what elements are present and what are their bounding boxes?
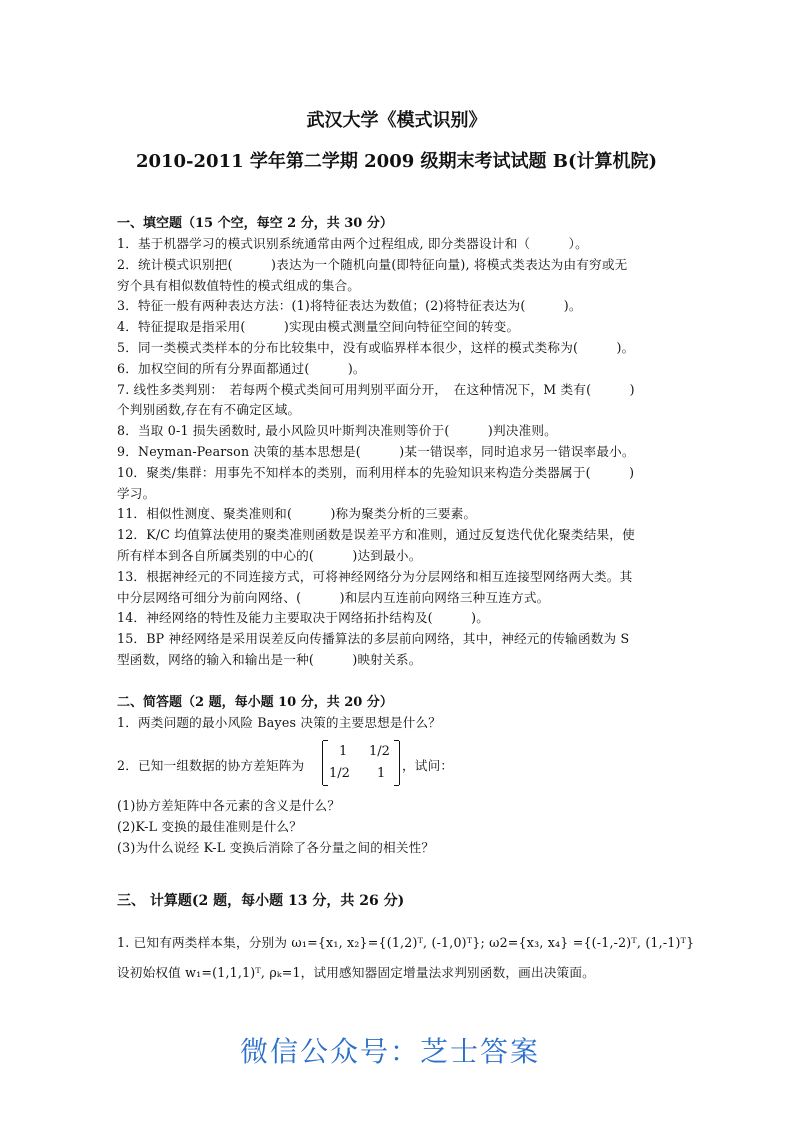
document-subtitle: 2010-2011 学年第二学期 2009 级期末考试试题 B(计算机院)	[135, 151, 658, 172]
fill-blank-line: 8．当取 0-1 损失函数时, 最小风险贝叶斯判决准则等价于( )判决准则。	[117, 423, 557, 439]
matrix-cell: 1/2	[369, 744, 390, 759]
fill-blank-line: 型函数，网络的输入和输出是一种( )映射关系。	[117, 652, 422, 667]
section2-q2-suffix: ，试问：	[402, 758, 454, 773]
fill-blank-line: 11．相似性测度、聚类准则和( )称为聚类分析的三要素。	[117, 506, 477, 522]
document-title: 武汉大学《模式识别》	[306, 110, 487, 131]
fill-blank-line: 13．根据神经元的不同连接方式，可将神经网络分为分层网络和相互连接型网络两大类。其	[117, 568, 633, 584]
fill-blank-line: 个判别函数,存在有不确定区域。	[117, 402, 301, 418]
section2-q2-prefix: 2．已知一组数据的协方差矩阵为	[117, 758, 305, 773]
fill-blank-line: 3．特征一般有两种表达方法：(1)将特征表达为数值；(2)将特征表达为( )。	[117, 298, 582, 314]
fill-blank-line: 6．加权空间的所有分界面都通过( )。	[117, 360, 366, 376]
covariance-matrix	[322, 741, 400, 785]
section2-sub: (2)K-L 变换的最佳准则是什么？	[117, 819, 303, 834]
fill-blank-line: 所有样本到各自所属类别的中心的( )达到最小。	[117, 548, 422, 563]
section2-q1: 1．两类问题的最小风险 Bayes 决策的主要思想是什么？	[117, 715, 442, 730]
fill-blank-line: 1．基于机器学习的模式识别系统通常由两个过程组成, 即分类器设计和（ ）。	[117, 236, 588, 251]
section1-heading: 一、填空题（15 个空，每空 2 分，共 30 分）	[117, 216, 393, 231]
fill-blank-line: 4．特征提取是指采用( )实现由模式测量空间向特征空间的转变。	[117, 319, 520, 335]
watermark: 微信公众号：芝士答案	[240, 1035, 541, 1068]
matrix-cell: 1	[339, 744, 348, 759]
fill-blank-line: 12．K/C 均值算法使用的聚类准则函数是误差平方和准则，通过反复迭代优化聚类结果，使	[117, 527, 635, 543]
fill-blank-line: 2．统计模式识别把( )表达为一个随机向量(即特征向量), 将模式类表达为由有穷或无	[117, 256, 628, 272]
fill-blank-line: 穷个具有相似数值特性的模式组成的集合。	[117, 277, 361, 293]
section2-sub: (3)为什么说经 K-L 变换后消除了各分量之间的相关性？	[117, 840, 435, 855]
matrix-cell: 1	[377, 766, 386, 781]
section3-q1-line2: 设初始权值 w₁=(1,1,1)ᵀ, ρₖ=1，试用感知器固定增量法求判别函数，画出决策面。	[117, 965, 595, 980]
fill-blank-line: 15．BP 神经网络是采用误差反向传播算法的多层前向网络，其中，神经元的传输函数为 S	[117, 631, 630, 647]
fill-blank-line: 5．同一类模式类样本的分布比较集中，没有或临界样本很少，这样的模式类称为( )。	[117, 340, 635, 355]
section3-q1-line1: 1. 已知有两类样本集，分别为 ω₁={x₁, x₂}={(1,2)ᵀ, (-1,0)ᵀ}; ω2={x₃, x₄} ={(-1,-2)ᵀ, (1,-1)ᵀ}	[117, 935, 695, 950]
matrix-cell: 1/2	[329, 766, 350, 781]
fill-blank-line: 10．聚类/集群：用事先不知样本的类别，而利用样本的先验知识来构造分类器属于( )	[117, 464, 635, 480]
fill-blank-line: 学习。	[117, 485, 156, 501]
section3-heading: 三、 计算题(2 题，每小题 13 分，共 26 分)	[117, 893, 405, 909]
fill-blank-line: 中分层网络可细分为前向网络、( )和层内互连前向网络三种互连方式。	[117, 589, 550, 605]
fill-blank-line: 14．神经网络的特性及能力主要取决于网络拓扑结构及( )。	[117, 610, 490, 626]
fill-blank-line: 7. 线性多类判别： 若每两个模式类间可用判别平面分开， 在这种情况下，M 类有( )	[117, 381, 635, 397]
fill-blank-line: 9．Neyman-Pearson 决策的基本思想是( )某一错误率，同时追求另一错误率最小。	[117, 444, 635, 459]
section2-heading: 二、简答题（2 题，每小题 10 分，共 20 分）	[117, 695, 393, 710]
section2-sub: (1)协方差矩阵中各元素的含义是什么？	[117, 798, 341, 813]
